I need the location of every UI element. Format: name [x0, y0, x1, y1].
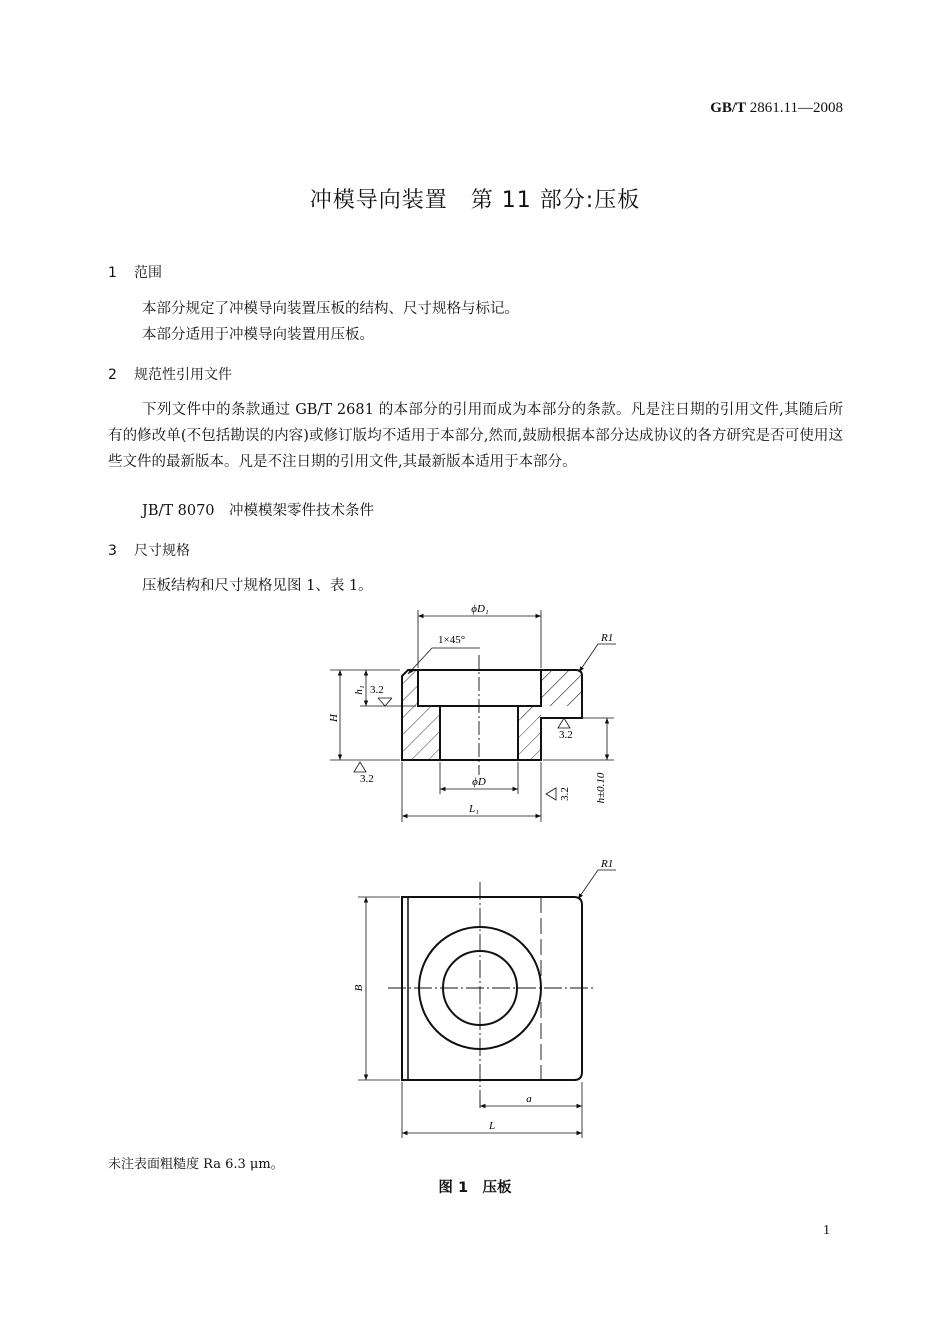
plate-outline [402, 897, 582, 1080]
label-roughness-4: 3.2 [559, 787, 571, 801]
hatch-left [402, 670, 440, 760]
label-h-tol: h±0.10 [595, 772, 607, 804]
label-a: a [526, 1093, 532, 1105]
label-r1-bottom: R1 [601, 858, 614, 870]
roughness-symbol-3 [354, 762, 366, 772]
roughness-symbol-4 [546, 788, 556, 800]
section-2-title: 规范性引用文件 [134, 367, 232, 383]
section-3-title: 尺寸规格 [134, 543, 190, 559]
label-chamfer: 1×45° [438, 634, 466, 646]
label-r1-top: R1 [601, 632, 614, 644]
normative-reference: JB/T 8070 冲模模架零件技术条件 [142, 503, 375, 519]
page-title: 冲模导向装置 第 11 部分:压板 [309, 188, 641, 213]
section-1-number: 1 [108, 265, 117, 281]
label-L: L [488, 1120, 496, 1132]
section-1-para-1: 本部分规定了冲模导向装置压板的结构、尺寸规格与标记。 [142, 301, 519, 317]
label-roughness-3: 3.2 [360, 773, 374, 785]
section-1-para-2: 本部分适用于冲模导向装置用压板。 [142, 327, 374, 343]
figure-caption: 图 1 压板 [438, 1180, 512, 1196]
roughness-symbol-2 [558, 718, 570, 728]
section-3-paragraph: 压板结构和尺寸规格见图 1、表 1。 [142, 578, 373, 594]
section-1-title: 范围 [134, 265, 162, 281]
standard-code: 2861.11—2008 [749, 100, 843, 116]
section-view [328, 603, 616, 822]
r1-top-leader [579, 644, 616, 672]
hatch-right-lower [518, 706, 541, 760]
roughness-note: 未注表面粗糙度 Ra 6.3 μm。 [108, 1157, 284, 1172]
section-2-number: 2 [108, 367, 117, 383]
label-H: H [328, 714, 340, 722]
section-2-paragraph: 下列文件中的条款通过 GB/T 2681 的本部分的引用而成为本部分的条款。凡是注日期的引用文件,其随后所有的修改单(不包括勘误的内容)或修订版均不适用于本部分,然而,鼓励根据本部分达成协议的各方研究是否可使用这些文件的最新版本。凡是不注日期的引用文件,其最新版本适用于本部分。 [108, 402, 843, 470]
label-phiD1: ϕD₁ [471, 603, 489, 615]
section-3-number: 3 [108, 543, 117, 559]
label-L1: L₁ [469, 803, 479, 815]
label-phiD: ϕD [472, 776, 486, 788]
label-roughness-1: 3.2 [370, 684, 384, 696]
label-B: B [353, 984, 365, 992]
label-h1: h₁ [353, 685, 365, 695]
label-roughness-2: 3.2 [559, 729, 573, 741]
page-number: 1 [823, 1223, 830, 1238]
standard-prefix: GB/T [710, 100, 747, 116]
r1-bottom-leader [578, 870, 616, 899]
hatch-right-upper [541, 670, 582, 706]
roughness-symbol-1 [378, 698, 392, 706]
top-view [353, 858, 616, 1138]
counterbore [418, 670, 541, 706]
